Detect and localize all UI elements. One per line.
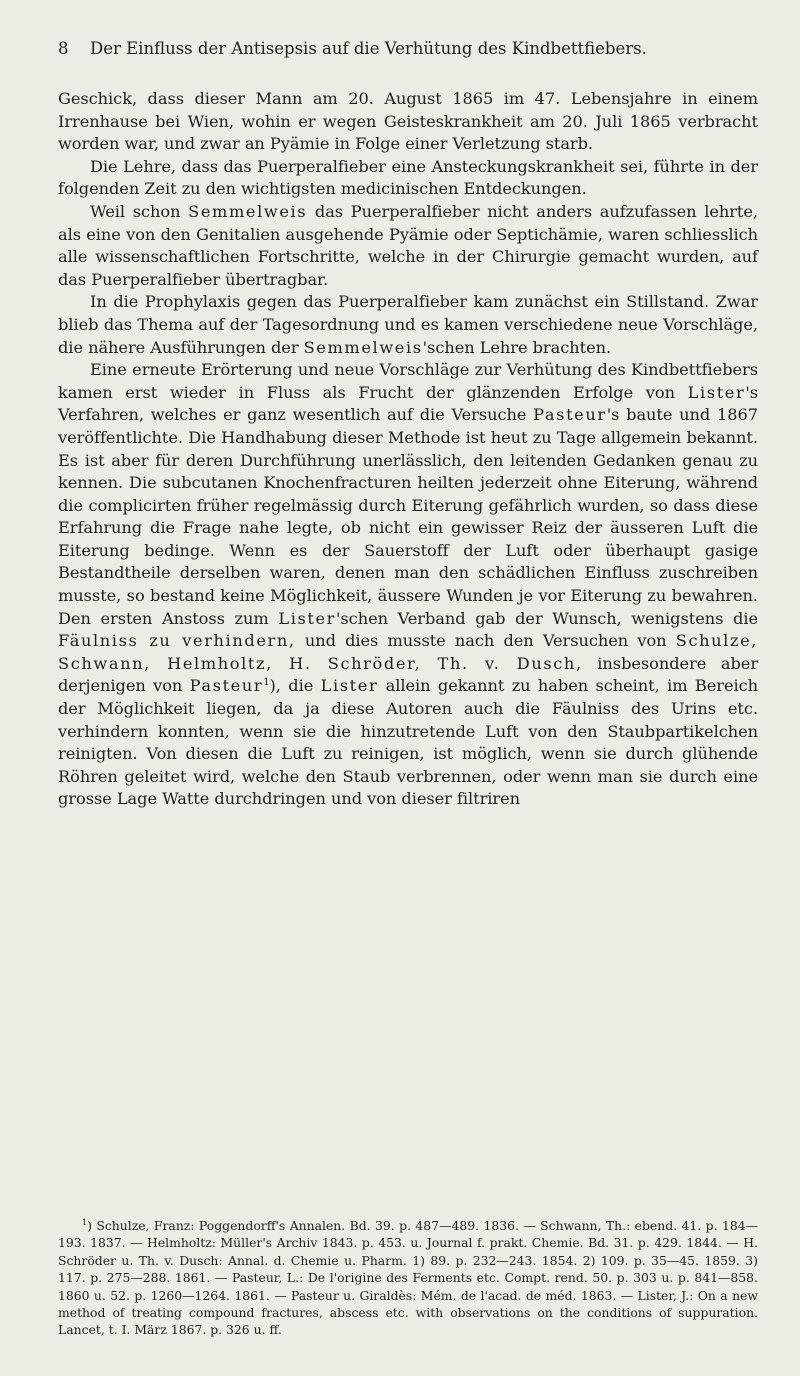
footnotes [58,1217,758,1339]
paragraph-5 [58,359,758,811]
text-run: Weil schon [90,201,189,221]
paragraph-2-text: Die Lehre, dass das Puerperalfieber eine Ansteckungskrankheit sei, führte in der folgenden Zeit zu den wichtigsten medicinischen Entdeckungen. [58,156,758,199]
author-name: Lister [278,608,337,628]
text-run: und dies musste nach den Versuchen von [295,631,676,651]
text-run: insbesondere aber derjenigen von [58,653,759,696]
author-names: Schulze, Schwann, Helmholtz, H. Schröder, Th. v. Dusch, [58,631,759,673]
running-header [58,34,758,64]
author-name: Pasteur [189,676,264,696]
text-run: 'schen Lehre brachten. [422,337,612,357]
text-run: 'schen Verband gab der Wunsch, wenigstens die [336,608,758,628]
text-run: das Puerperalfieber nicht anders aufzufassen lehrte, als eine von den Genitalien ausgehende Pyämie oder Septichämie, waren schliesslich alle wissenschaftlichen Fortschritte, welche in der Chirurgie gemacht wurden, auf das Puerperalfieber übertragbar. [58,201,758,289]
paragraph-4 [58,291,758,359]
paragraph-1 [58,88,758,156]
author-name: Lister [687,382,746,402]
author-name: Semmelweis [303,337,423,357]
author-name: Semmelweis [188,201,308,221]
footnote-1 [58,1217,758,1339]
running-title: Der Einfluss der Antisepsis auf die Verhütung des Kindbettfiebers. [90,39,647,58]
footnote-mark: 1 [82,1218,88,1227]
text-run: ), die [269,676,321,696]
paragraph-1-text: Geschick, dass dieser Mann am 20. August 1865 im 47. Lebensjahre in einem Irrenhause bei Wien, wohin er wegen Geisteskrankheit am 20. Juli 1865 verbracht worden war, und zwar an Pyämie in Folge einer Verletzung starb. [58,89,758,154]
emphasis-text: Fäulniss zu verhindern, [58,631,296,651]
footnote-ref[interactable]: 1 [263,677,270,689]
text-run: 's Verfahren, welches er ganz wesentlich auf die Versuche [58,382,758,425]
text-run: 's baute und 1867 veröffentlichte. Die Handhabung dieser Methode ist heut zu Tage allgemein bekannt. Es ist aber für deren Durchführung unerlässlich, den leitenden Gedanken genau zu kennen. Die subcutanen Knochenfracturen heilten jederzeit ohne Eiterung, während die complicirten früher regelmässig durch Eiterung gefährlich wurden, so dass diese Erfahrung die Frage nahe legte, ob nicht ein gewisser Reiz der äusseren Luft die Eiterung bedinge. Wenn es der Sauerstoff der Luft oder überhaupt gasige Bestandtheile derselben waren, denen man den schädlichen Einfluss zuschreiben musste, so bestand keine Möglichkeit, äussere Wunden je vor Eiterung zu bewahren. Den ersten Anstoss zum [58,405,759,628]
text-run: allein gekannt zu haben scheint, im Bereich der Möglichkeit liegen, da ja diese Autoren auch die Fäulniss des Urins etc. verhindern konnten, wenn sie die hinzutretende Luft von den Staubpartikelchen reinigten. Von diesen die Luft zu reinigen, ist möglich, wenn sie durch glühende Röhren geleitet wird, welche den Staub verbrennen, oder wenn man sie durch eine grosse Lage Watte durchdringen und von dieser filtriren [58,676,758,809]
paragraph-3 [58,201,758,291]
text-run: Eine erneute Erörterung und neue Vorschläge zur Verhütung des Kindbettfiebers kamen erst wieder in Fluss als Frucht der glänzenden Erfolge von [58,360,758,402]
body-text [58,88,758,811]
author-name: Pasteur [533,405,607,425]
text-run: In die Prophylaxis gegen das Puerperalfieber kam zunächst ein Stillstand. Zwar blieb das Thema auf der Tagesordnung und es kamen verschiedene neue Vorschläge, die nähere Ausführungen der [58,292,758,357]
page-number: 8 [58,39,69,58]
paragraph-2 [58,156,758,201]
footnote-text: ) Schulze, Franz: Poggendorff's Annalen. Bd. 39. p. 487—489. 1836. — Schwann, Th.: ebend. 41. p. 184—193. 1837. — Helmholtz: Müller's Archiv 1843. p. 453. u. Journal f. prakt. Chemie. Bd. 31. p. 429. 1844. — H. Schröder u. Th. v. Dusch: Annal. d. Chemie u. Pharm. 1) 89. p. 232—243. 1854. 2) 109. p. 35—45. 1859. 3) 117. p. 275—288. 1861. — Pasteur, L.: De l'origine des Ferments etc. Compt. rend. 50. p. 303 u. p. 841—858. 1860 u. 52. p. 1260—1264. 1861. — Pasteur u. Giraldès: Mém. de l'acad. de méd. 1863. — Lister, J.: On a new method of treating compound fractures, abscess etc. with observations on the conditions of suppuration. Lancet, t. I. März 1867. p. 326 u. ff. [58,1218,758,1338]
author-name: Lister [320,676,379,696]
